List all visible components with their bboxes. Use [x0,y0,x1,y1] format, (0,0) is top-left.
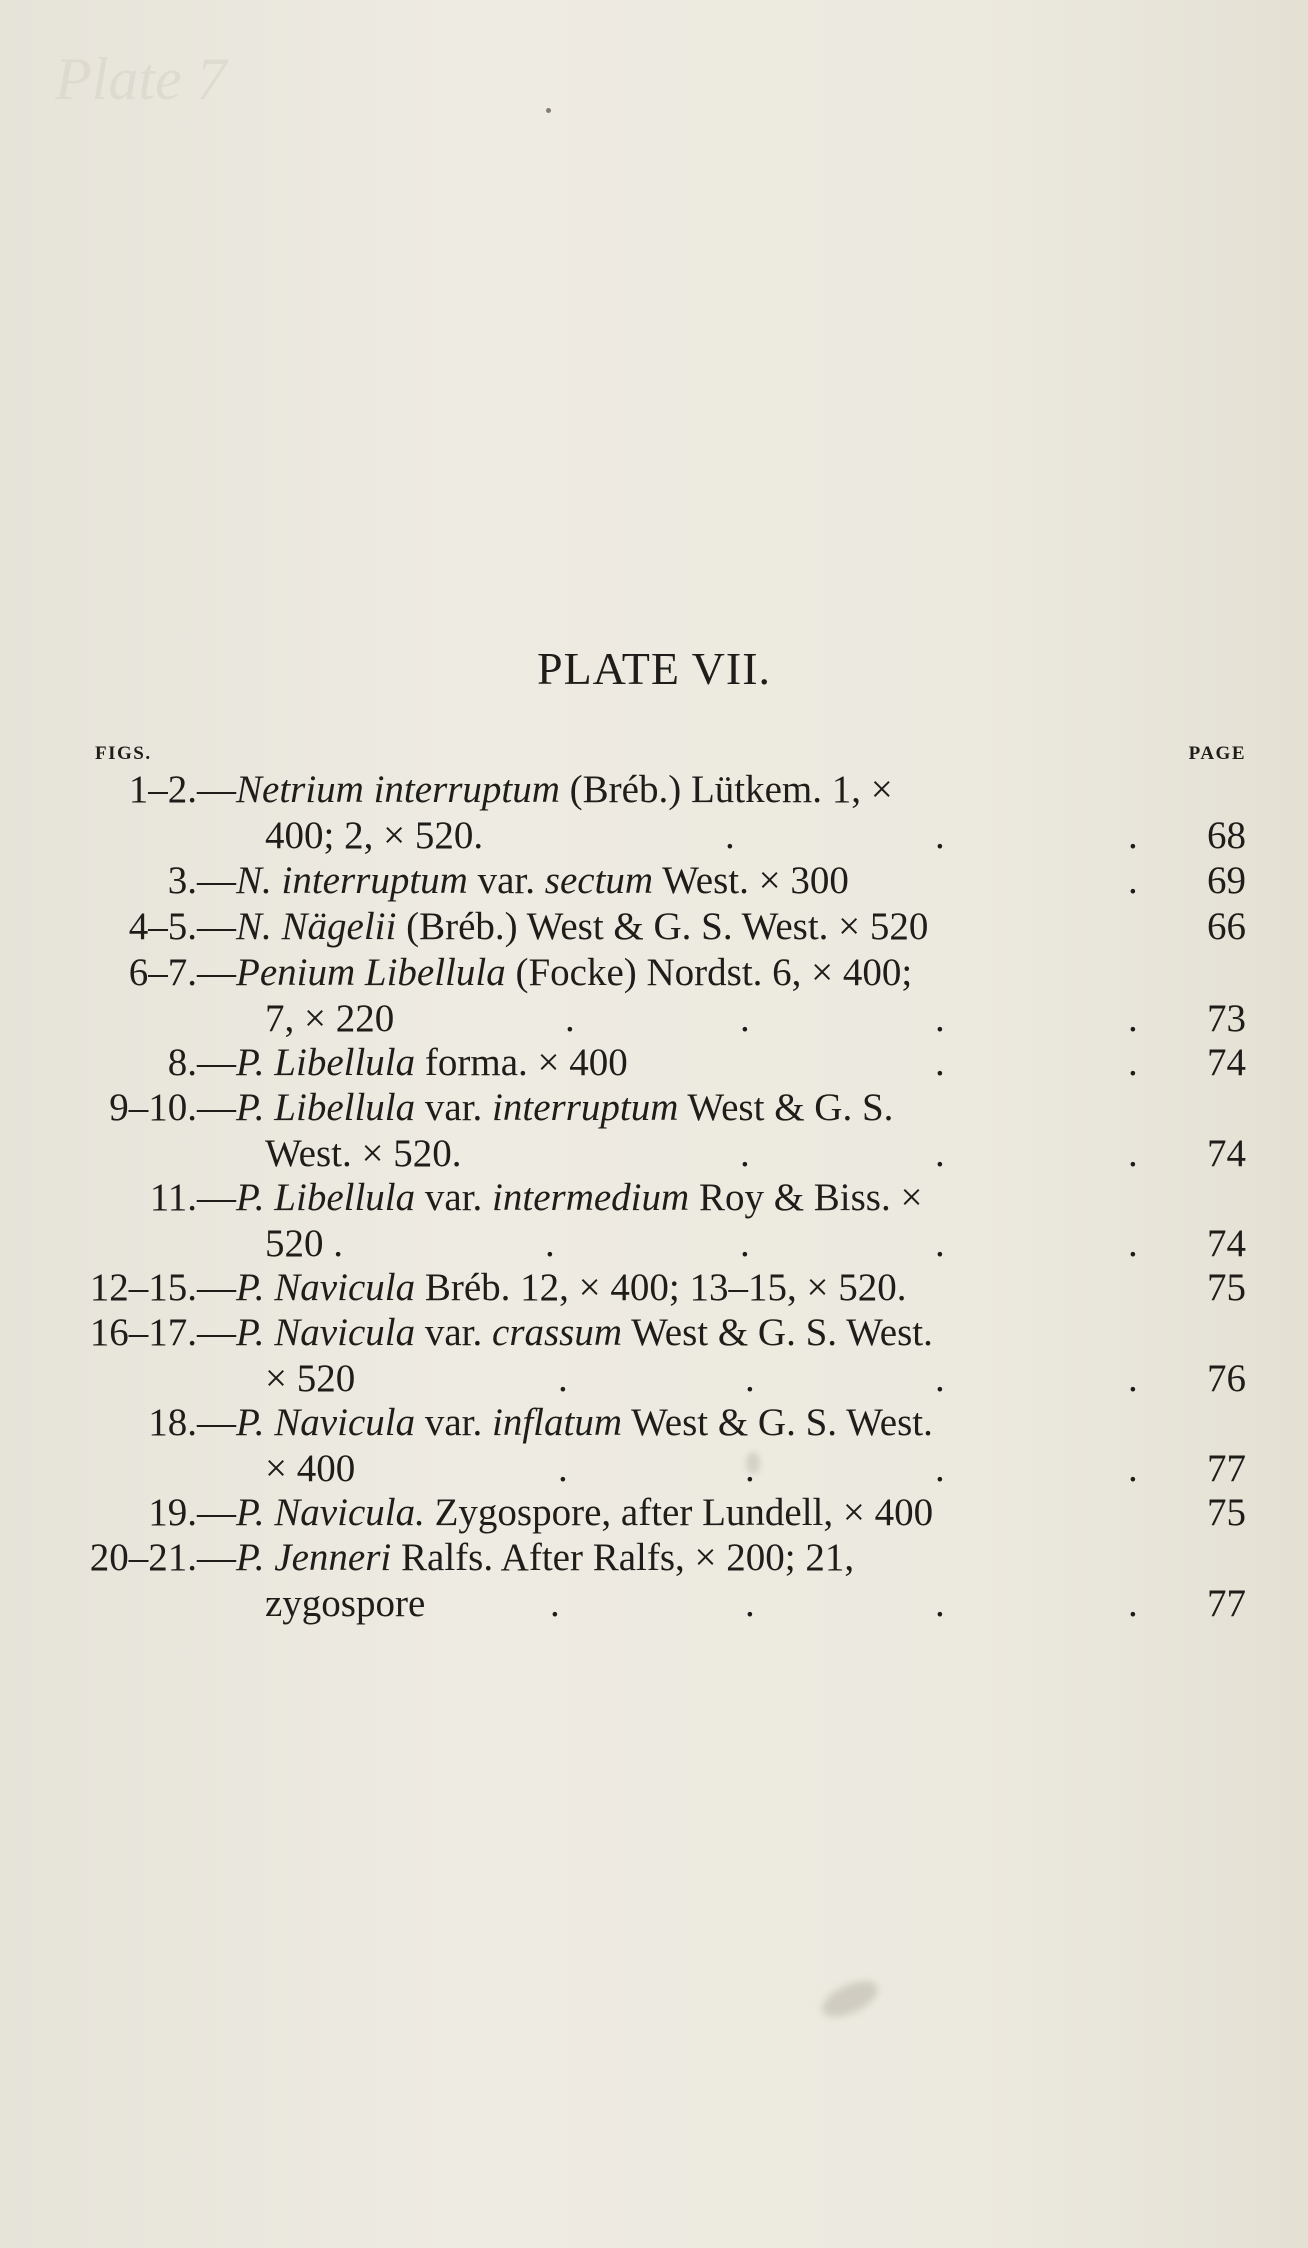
index-entry [0,858,1308,904]
leader-dot: . [935,1447,945,1490]
leader-dot: . [740,997,750,1040]
index-entry [0,950,1308,996]
authority: (Focke) Nordst. 6, × 400; [505,951,913,994]
leader-dot: . [745,1582,755,1625]
entry-text [236,1310,933,1356]
entry-text: 520 . [265,1222,343,1265]
variety-name: sectum [544,859,654,902]
page-number: 75 [1207,1491,1246,1534]
entry-text-part: var. [415,1401,493,1444]
entry-text: 7, × 220 [265,997,395,1040]
entry-text-part: var. [415,1311,493,1354]
page-number: 66 [1207,905,1246,948]
species-name: P. Libellula [236,1086,416,1129]
entry-text [236,858,849,904]
entry-text [236,904,928,950]
leader-dot: . [1128,997,1138,1040]
leader-dot: . [745,1447,755,1490]
leader-dot: . [1128,1447,1138,1490]
entry-text-part: var. [415,1086,493,1129]
entry-text [236,1175,922,1221]
leader-dot: . [935,1582,945,1625]
index-entry [0,1175,1308,1221]
leader-dot: . [935,814,945,857]
entry-text-part: var. [415,1176,493,1219]
leader-dot: . [740,1132,750,1175]
species-name: N. interruptum [236,859,468,902]
leader-dot: . [1128,859,1138,902]
species-name: Penium Libellula [236,951,506,994]
leader-dot: . [935,1357,945,1400]
figure-number: 12–15.— [89,1266,236,1309]
index-entry [0,1310,1308,1356]
authority: Zygospore, after Lundell, × 400 [424,1491,934,1534]
index-entry [0,904,1308,950]
leader-dot: . [745,1357,755,1400]
species-name: P. Navicula. [236,1491,425,1534]
index-entry-continuation [0,1131,1308,1177]
leader-dot: . [1128,1041,1138,1084]
index-entry [0,1265,1308,1311]
page-number: 73 [1207,997,1246,1040]
entry-text: × 400 [265,1447,356,1490]
figure-number: 18.— [148,1401,236,1444]
figure-number: 4–5.— [128,905,236,948]
species-name: P. Libellula [236,1176,416,1219]
leader-dot: . [1128,1132,1138,1175]
index-entry-continuation [0,1221,1308,1267]
variety-name: interruptum [492,1086,679,1129]
variety-name: intermedium [492,1176,690,1219]
figure-number: 3.— [167,859,236,902]
index-entry [0,1040,1308,1086]
page-number: 69 [1207,859,1246,902]
index-entry [0,1490,1308,1536]
figure-number: 11.— [149,1176,236,1219]
leader-dot: . [558,1447,568,1490]
entry-text [236,767,893,813]
index-entry [0,767,1308,813]
page-column-header: PAGE [1188,743,1246,764]
leader-dot: . [740,1222,750,1265]
authority: West & G. S. [678,1086,894,1129]
authority: Ralfs. After Ralfs, × 200; 21, [391,1536,855,1579]
authority: (Bréb.) Lütkem. 1, × [559,768,893,811]
paper-spot [817,1974,883,2025]
entry-text [236,1535,854,1581]
leader-dot: . [1128,1222,1138,1265]
entry-text: zygospore [265,1582,426,1625]
species-name: P. Navicula [236,1311,416,1354]
leader-dot: . [1128,1582,1138,1625]
figure-number: 6–7.— [128,951,236,994]
species-name: P. Navicula [236,1266,416,1309]
plate-title: PLATE VII. [536,643,772,694]
entry-text [236,1400,933,1446]
species-name: Netrium interruptum [236,768,560,811]
paper-spot [546,108,551,113]
index-entry [0,1085,1308,1131]
index-entry [0,1400,1308,1446]
leader-dot: . [935,997,945,1040]
authority: forma. × 400 [415,1041,628,1084]
page-number: 74 [1207,1222,1246,1265]
entry-text-part: var. [467,859,545,902]
index-entry-continuation [0,996,1308,1042]
authority: Bréb. 12, × 400; 13–15, × 520. [415,1266,907,1309]
species-name: P. Jenneri [236,1536,392,1579]
page-number: 77 [1207,1582,1246,1625]
leader-dot: . [545,1222,555,1265]
figure-number: 19.— [148,1491,236,1534]
bleed-through-text: Plate 7 [55,46,227,112]
authority: West & G. S. West. [622,1311,933,1354]
figure-number: 1–2.— [128,768,236,811]
entry-text: × 520 [265,1357,356,1400]
entry-text [236,1265,907,1311]
figure-number: 16–17.— [89,1311,236,1354]
index-entry-continuation [0,813,1308,859]
index-entry-continuation [0,1581,1308,1627]
variety-name: inflatum [492,1401,623,1444]
figure-number: 20–21.— [89,1536,236,1579]
entry-text [236,1490,933,1536]
species-name: P. Libellula [236,1041,416,1084]
entry-text [236,1085,893,1131]
species-name: N. Nägelii [236,905,397,948]
leader-dot: . [558,1357,568,1400]
index-entry [0,1535,1308,1581]
entry-text [236,950,912,996]
leader-dot: . [550,1582,560,1625]
page-number: 74 [1207,1132,1246,1175]
leader-dot: . [1128,814,1138,857]
entry-text [236,1040,628,1086]
page-number: 76 [1207,1357,1246,1400]
authority: West & G. S. West. [622,1401,933,1444]
figure-number: 9–10.— [109,1086,236,1129]
leader-dot: . [725,814,735,857]
leader-dot: . [935,1041,945,1084]
figure-number: 8.— [167,1041,236,1084]
page-number: 77 [1207,1447,1246,1490]
authority: West. × 300 [653,859,849,902]
variety-name: crassum [492,1311,623,1354]
leader-dot: . [1128,1357,1138,1400]
authority: Roy & Biss. × [689,1176,923,1219]
authority: (Bréb.) West & G. S. West. × 520 [396,905,929,948]
page-number: 74 [1207,1041,1246,1084]
species-name: P. Navicula [236,1401,416,1444]
index-entry-continuation [0,1446,1308,1492]
leader-dot: . [565,997,575,1040]
entry-text: West. × 520. [265,1132,462,1175]
leader-dot: . [935,1222,945,1265]
entry-text: 400; 2, × 520. [265,814,484,857]
index-entry-continuation [0,1356,1308,1402]
page-number: 68 [1207,814,1246,857]
figs-column-header: FIGS. [95,743,152,764]
page-number: 75 [1207,1266,1246,1309]
leader-dot: . [935,1132,945,1175]
